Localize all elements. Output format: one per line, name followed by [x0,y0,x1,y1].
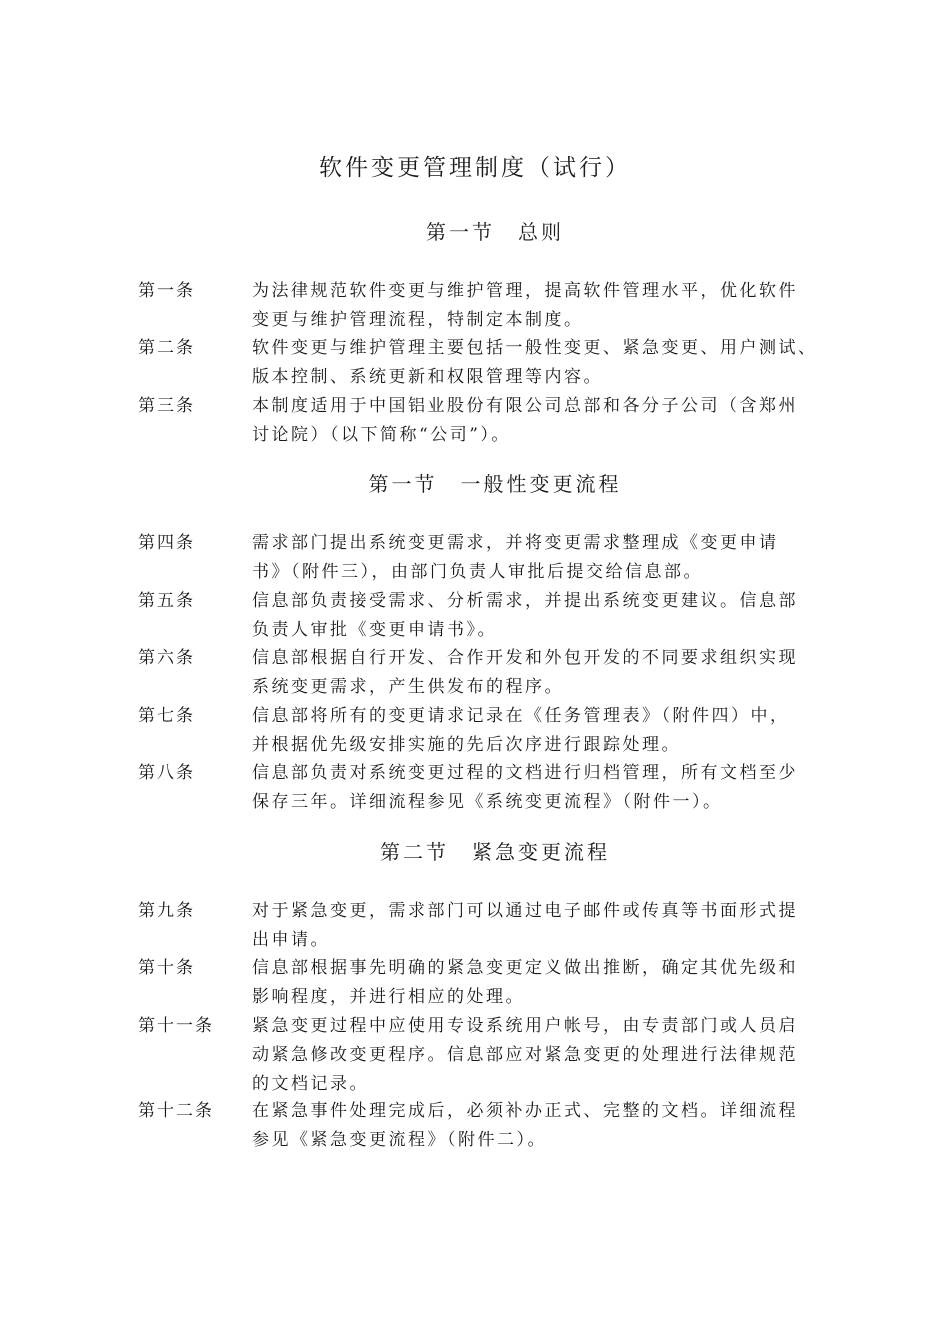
document-title: 软件变更管理制度（试行） [319,155,631,181]
article-line: 动紧急修改变更程序。信息部应对紧急变更的处理进行法律规范 [252,1045,798,1065]
article-line: 影响程度，并进行相应的处理。 [252,987,525,1007]
article-line: 信息部根据事先明确的紧急变更定义做出推断，确定其优先级和 [252,958,798,978]
article-line: 本制度适用于中国铝业股份有限公司总部和各分子公司（含郑州 [252,396,798,416]
article-number: 第十一条 [138,1016,214,1036]
article-number: 第十二条 [138,1101,214,1121]
article-line: 信息部将所有的变更请求记录在《任务管理表》（附件四）中， [252,706,790,726]
article-line: 的文档记录。 [252,1074,369,1094]
article-line: 参见《紧急变更流程》（附件二）。 [252,1130,547,1150]
article-line: 对于紧急变更，需求部门可以通过电子邮件或传真等书面形式提 [252,901,798,921]
article-text [252,1097,810,1155]
article-text [252,702,810,760]
article-number: 第十条 [138,958,195,978]
article-text [252,644,810,702]
article-line: 在紧急事件处理完成后，必须补办正式、完整的文档。详细流程 [252,1101,798,1121]
article-number: 第一条 [138,281,195,301]
section-heading: 第一节 总则 [426,220,564,244]
article-line: 信息部根据自行开发、合作开发和外包开发的不同要求组织实现 [252,648,798,668]
article-line: 需求部门提出系统变更需求，并将变更需求整理成《变更申请 [252,533,779,553]
article-number: 第七条 [138,706,195,726]
article-text [252,334,818,392]
section-heading: 第一节 一般性变更流程 [368,472,622,496]
article-number: 第四条 [138,533,195,553]
article-line: 书》（附件三），由部门负责人审批后提交给信息部。 [252,562,703,582]
article-text [252,1012,810,1099]
article-line: 紧急变更过程中应使用专设系统用户帐号，由专责部门或人员启 [252,1016,798,1036]
article-text [252,897,810,955]
article-line: 软件变更与维护管理主要包括一般性变更、紧急变更、用户测试、 [252,338,818,358]
article-text [252,392,810,450]
article-number: 第九条 [138,901,195,921]
section-heading: 第二节 紧急变更流程 [380,840,610,864]
article-number: 第二条 [138,338,195,358]
article-line: 系统变更需求，产生供发布的程序。 [252,677,564,697]
article-text [252,759,810,817]
article-line: 变更与维护管理流程，特制定本制度。 [252,310,584,330]
article-line: 版本控制、系统更新和权限管理等内容。 [252,367,603,387]
article-text [252,587,810,645]
article-text [252,277,810,335]
article-number: 第八条 [138,763,195,783]
article-line: 信息部负责对系统变更过程的文档进行归档管理，所有文档至少 [252,763,798,783]
article-number: 第三条 [138,396,195,416]
article-number: 第五条 [138,591,195,611]
article-line: 并根据优先级安排实施的先后次序进行跟踪处理。 [252,735,681,755]
article-text [252,954,810,1012]
article-text [252,529,810,587]
article-number: 第六条 [138,648,195,668]
article-line: 保存三年。详细流程参见《系统变更流程》（附件一）。 [252,792,723,812]
article-line: 出申请。 [252,930,330,950]
article-line: 为法律规范软件变更与维护管理，提高软件管理水平，优化软件 [252,281,798,301]
article-line: 信息部负责接受需求、分析需求，并提出系统变更建议。信息部 [252,591,798,611]
article-line: 负责人审批《变更申请书》。 [252,620,497,640]
article-line: 讨论院）（以下简称“公司”）。 [252,425,511,445]
